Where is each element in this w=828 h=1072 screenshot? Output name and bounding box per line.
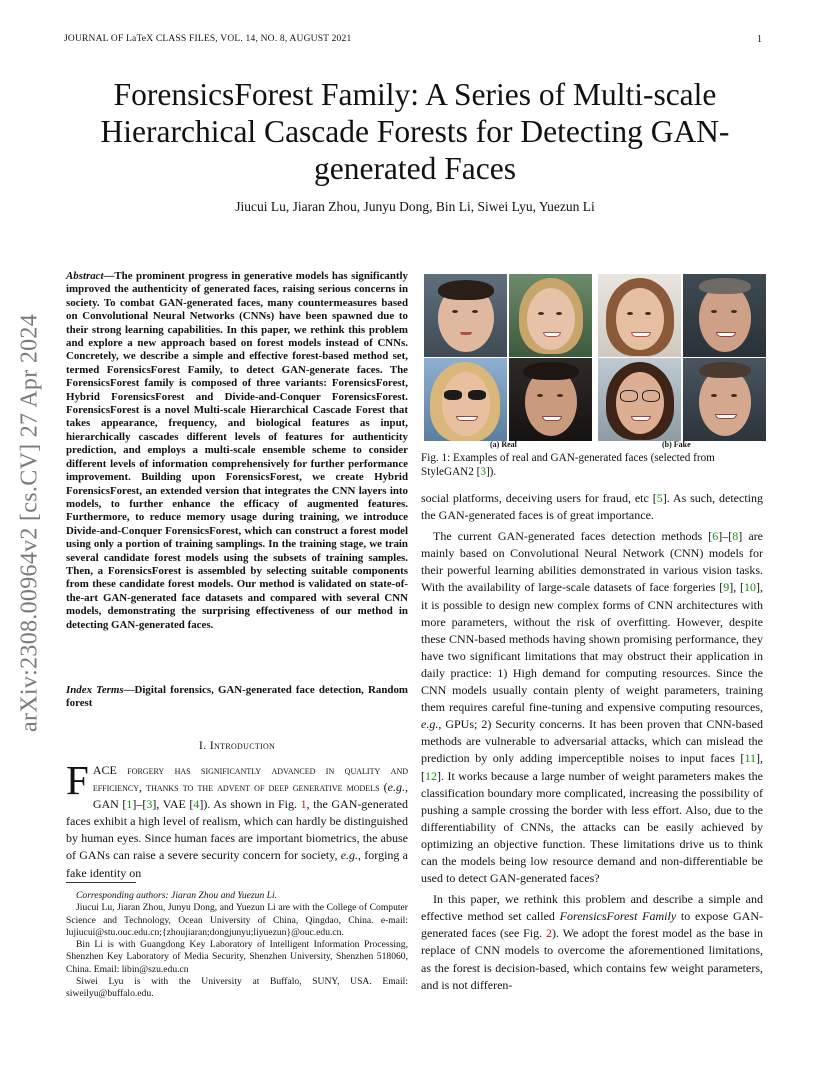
- intro-text-8: ]). As shown in Fig.: [199, 797, 301, 812]
- body-text: to expose GAN-generated faces (see Fig.: [421, 909, 764, 941]
- footnote-rule: [66, 882, 136, 883]
- abstract-lead: Abstract: [66, 270, 104, 282]
- body-text: , GPUs; 2) Security concerns. It has been proven that CNN-based methods are vulnerable to adversarial attacks, which can mislead the prediction by only adding imperceptible noises to input faces [: [421, 717, 763, 766]
- index-terms-lead: Index Terms: [66, 684, 124, 696]
- body-text: social platforms, deceiving users for fraud, etc [: [421, 491, 657, 505]
- intro-text-4: ]–[: [132, 797, 147, 812]
- citation-link[interactable]: 5: [656, 491, 663, 505]
- citation-link[interactable]: 12: [425, 768, 437, 783]
- intro-paragraph: [66, 757, 409, 882]
- right-column-text: [421, 490, 763, 994]
- citation-link[interactable]: 1: [126, 797, 133, 812]
- fake-face-image: [683, 274, 766, 357]
- intro-text-6: ], VAE [: [152, 797, 194, 812]
- figure-caption: [421, 451, 763, 480]
- citation-link[interactable]: 10: [744, 580, 756, 595]
- citation-link[interactable]: 4: [193, 797, 200, 812]
- citation-link[interactable]: 3: [146, 797, 153, 812]
- section-heading: [66, 738, 408, 753]
- real-face-image: [424, 274, 507, 357]
- real-face-image: [509, 274, 592, 357]
- real-face-image: [424, 358, 507, 441]
- body-text: ] are mainly based on Convolutional Neural Network (CNN) models for their powerful learning abilities demonstrated in various vision tasks. With the availability of large-scale datasets of face forgeries [: [421, 529, 763, 595]
- body-text: The current GAN-generated faces detection methods [: [433, 529, 713, 544]
- arxiv-stamp[interactable]: arXiv:2308.00964v2 [cs.CV] 27 Apr 2024: [16, 313, 43, 733]
- figure-caption-text: Fig. 1: Examples of real and GAN-generated faces (selected from StyleGAN2 [: [421, 452, 715, 479]
- paper-title: ForensicsForest Family: A Series of Multi-scale Hierarchical Cascade Forests for Detecting GAN-generated Faces: [100, 77, 730, 186]
- figure-reference-link[interactable]: 1: [300, 797, 307, 812]
- figure-1: [424, 274, 766, 449]
- abstract-body: —The prominent progress in generative models has significantly improved the authenticity of generated faces, raising serious concerns in society. To combat GAN-generated faces, many countermeasures based on Convolutional Neural Networks (CNNs) have been spawned due to their strong learning capabilities. In this paper, we rethink this problem and explore a new approach based on forest models instead of CNNs. Concretely, we describe a simple and effective forest-based method set, termed ForensicsForest Family, to detect GAN-generate faces. The ForensicsForest family is composed of three variants: ForensicsForest, Hybrid ForensicsForest and Divide-and-Conquer ForensicsForest. ForensicsForest is a novel Multi-scale Hierarchical Cascade Forest that takes appearance, frequency, and biological features as input, hierarchically cascades different levels of features for authenticity prediction, and employs a multi-scale ensemble scheme to consider different levels of information comprehensively for further performance improvement. Building upon ForensicsForest, we create Hybrid ForensicsForest, an extended version that integrates the CNN layers into models, to further enhance the efficacy of augmented features. Furthermore, to reduce memory usage during training, we introduce Divide-and-Conquer ForensicsForest, which can construct a forest model using only a portion of training samplings. In the training stage, we train several candidate forest models using the subsets of training samples. Then, a ForensicsForest is assembled by selecting suitable components from these candidate forest models. Our method is validated on state-of-the-art GAN-generated face datasets and compared with several CNN models, demonstrating the surprising effectiveness of our method in detecting GAN-generated faces.: [66, 270, 408, 631]
- footnote-2: Bin Li is with Guangdong Key Laboratory of Intelligent Information Processing, Shenzhen Key Laboratory of Media Security, Shenzhen University, Shenzhen 518060, China. Email: libin@szu.edu.cn: [66, 939, 408, 975]
- running-header: JOURNAL OF LaTeX CLASS FILES, VOL. 14, NO. 8, AUGUST 2021: [64, 34, 352, 44]
- right-paragraph-2: [421, 528, 763, 887]
- footnote-corresponding-text: Corresponding authors: Jiaran Zhou and Yuezun Li.: [76, 890, 278, 901]
- citation-link[interactable]: 6: [712, 529, 719, 544]
- drop-cap: F: [66, 757, 89, 803]
- page-number: 1: [757, 34, 762, 45]
- intro-text-0: ACE forgery has significantly advanced in quality and efficiency, thanks to the advent of deep generative models (: [92, 763, 408, 795]
- body-text-italic: ForensicsForest Family: [559, 909, 677, 924]
- citation-link[interactable]: 8: [732, 529, 739, 544]
- figure-caption-text: ]).: [485, 466, 497, 479]
- footnote-3: Siwei Lyu is with the University at Buffalo, SUNY, USA. Email: siweilyu@buffalo.edu.: [66, 976, 408, 1000]
- intro-text-2: , GAN [: [92, 780, 408, 812]
- body-text: ). We adopt the forest model as the base in replace of CNN models to overcome the aforementioned limitations, as the forest is decision-based, which contains few weight parameters, and is not differen-: [421, 926, 763, 992]
- intro-text-11: e.g.: [340, 848, 359, 863]
- right-paragraph-3: [421, 891, 763, 994]
- footnotes: [66, 890, 408, 1001]
- section-number: I.: [198, 738, 207, 752]
- intro-text-10: , the GAN-generated faces exhibit a high level of realism, which can hardly be distinguished by human eyes. Since human faces are important biometrics, the abuse of GANs can raise a severe security concern for society,: [66, 797, 408, 863]
- footnote-1: Jiucui Lu, Jiaran Zhou, Junyu Dong, and Yuezun Li are with the College of Computer Science and Technology, Ocean University of China, Qingdao, China. e-mail: lujiucui@stu.ouc.edu.cn;{zhoujiaran;dongjunyu;liyuezun}@ouc.edu.cn.: [66, 902, 408, 938]
- fake-face-image: [683, 358, 766, 441]
- index-terms: [66, 684, 408, 711]
- author-list: Jiucui Lu, Jiaran Zhou, Junyu Dong, Bin Li, Siwei Lyu, Yuezun Li: [235, 199, 595, 214]
- citation-link[interactable]: 9: [723, 580, 730, 595]
- fake-face-image: [598, 274, 681, 357]
- body-text: ]. It works because a large number of weight parameters makes the classification boundary more complicated, increasing the possibility of pushing a sample crossing the border with less effort. Also, due to the differentiability of CNNs, the attacks can be easily achieved by optimizing an objective function. These limitations drive us to think can the models being low resource demand and non-differentiable be used to detect GAN-generated faces?: [421, 768, 763, 886]
- citation-link[interactable]: 3: [480, 466, 486, 479]
- abstract: [66, 270, 408, 632]
- body-text: ]–[: [718, 529, 733, 544]
- body-text-italic: e.g.: [421, 717, 439, 732]
- subcaption-real: (a) Real: [490, 440, 517, 449]
- section-title: Introduction: [209, 738, 276, 752]
- right-paragraph-1: [421, 490, 763, 524]
- citation-link[interactable]: 11: [744, 751, 756, 766]
- subcaption-fake: (b) Fake: [662, 440, 691, 449]
- body-text: ], it is possible to design new complex forms of CNN architectures with more parameters, without the risk of overfitting. However, despite these CNN-based methods having shown promising performance, they have two significant limitations that may obstruct their application in daily practice: 1) High demand for computing resources. Since the CNN models usually contain plenty of weight parameters, training them requires careful fine-tuning and expensive computing resources,: [421, 580, 763, 715]
- figure-reference-link[interactable]: 2: [545, 926, 552, 941]
- real-face-image: [509, 358, 592, 441]
- index-terms-body: —Digital forensics, GAN-generated face detection, Random forest: [66, 684, 408, 710]
- fake-face-image: [598, 358, 681, 441]
- body-text: ], [: [421, 751, 763, 783]
- body-text: ]. As such, detecting the GAN-generated faces is of great importance.: [421, 491, 763, 523]
- intro-text-1: e.g.: [387, 780, 405, 795]
- body-text: In this paper, we rethink this problem and describe a simple and effective method set called: [421, 892, 763, 924]
- footnote-corresponding: [66, 890, 408, 902]
- body-text: ], [: [729, 580, 744, 595]
- intro-text-12: , forging a fake identity on: [66, 848, 409, 880]
